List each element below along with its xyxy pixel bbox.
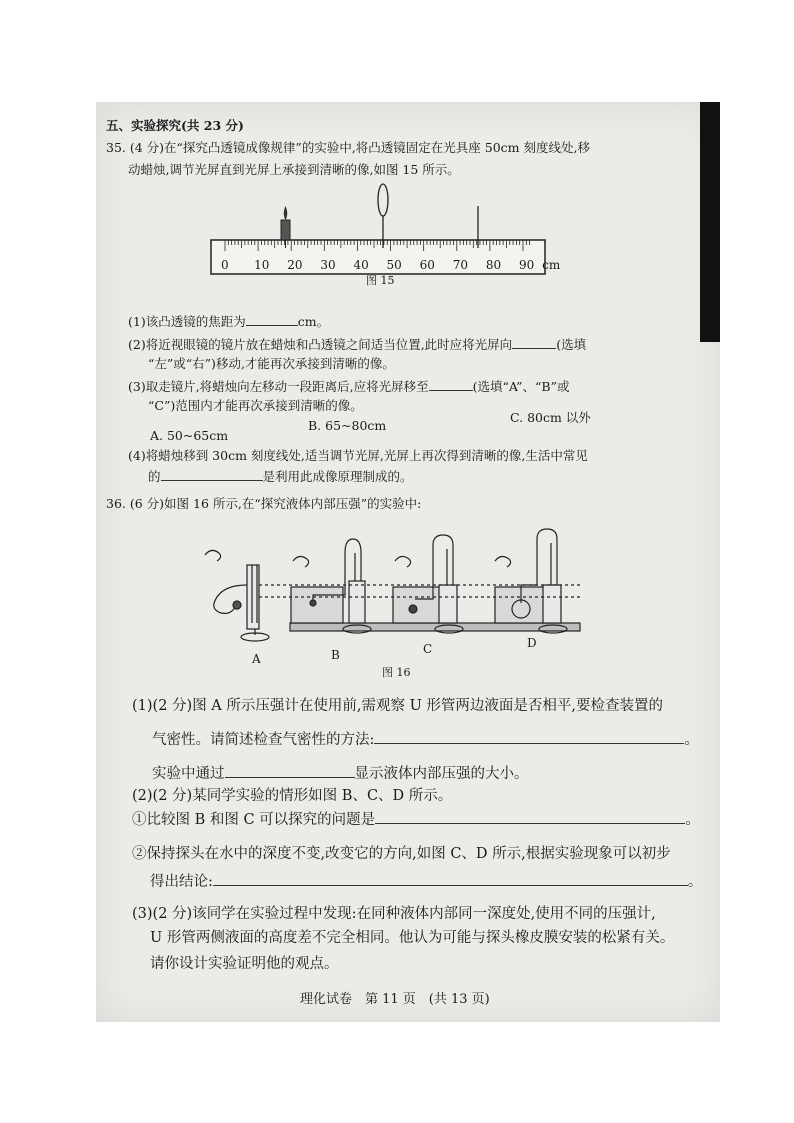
q36-p1-result: 显示液体内部压强的大小。 bbox=[354, 766, 529, 782]
label-b: B bbox=[331, 648, 340, 662]
light-screen bbox=[470, 178, 482, 248]
ruler-tick-label: 90 bbox=[519, 258, 535, 272]
q35-sub4-suffix: 是利用此成像原理制成的。 bbox=[262, 469, 413, 484]
q36-p2-3-period: 。 bbox=[687, 874, 703, 890]
q35-sub2-cont: “左”或“右”)移动,才能再次承接到清晰的像。 bbox=[148, 356, 395, 371]
q35-sub3 bbox=[128, 378, 569, 395]
q35-sub1-unit: cm。 bbox=[297, 314, 330, 329]
q36-p1-prompt: 气密性。请简述检查气密性的方法: bbox=[152, 732, 375, 748]
ruler-tick-label: 30 bbox=[320, 258, 336, 272]
q35-sub4-cont bbox=[148, 468, 413, 485]
label-c: C bbox=[423, 642, 433, 656]
q36-p2-1-text: ①比较图 B 和图 C 可以探究的问题是 bbox=[132, 812, 376, 828]
ruler-tick-label: 70 bbox=[452, 258, 469, 272]
q35-sub4-blank[interactable] bbox=[161, 468, 263, 481]
q35-sub2-blank[interactable] bbox=[512, 336, 556, 349]
q35-stem-line1: 35. (4 分)在“探究凸透镜成像规律”的实验中,将凸透镜固定在光具座 50cm 刻度线处,移 bbox=[106, 140, 590, 155]
label-d: D bbox=[527, 636, 537, 650]
q36-p2-1-blank[interactable] bbox=[375, 811, 685, 824]
ruler-tick-label: 80 bbox=[485, 258, 502, 272]
figure-16-pressure-gauges bbox=[195, 525, 590, 650]
q35-option-b[interactable]: B. 65~80cm bbox=[308, 418, 387, 433]
q36-p2-3-text: 得出结论: bbox=[150, 874, 213, 890]
q36-p1-via: 实验中通过 bbox=[152, 766, 225, 782]
figure-16-caption: 图 16 bbox=[382, 666, 411, 679]
q36-p2: (2)(2 分)某同学实验的情形如图 B、C、D 所示。 bbox=[132, 788, 453, 804]
q36-p2-2: ②保持探头在水中的深度不变,改变它的方向,如图 C、D 所示,根据实验现象可以初步 bbox=[132, 846, 671, 862]
ruler-tick-label: cm bbox=[542, 258, 561, 272]
ruler-tick-label: 10 bbox=[254, 258, 270, 272]
gauge-b bbox=[291, 539, 371, 633]
q36-p2-1 bbox=[132, 810, 700, 830]
q35-sub1-blank[interactable] bbox=[246, 313, 298, 326]
q35-sub3-blank[interactable] bbox=[429, 378, 473, 391]
ruler-tick-label: 60 bbox=[419, 258, 435, 272]
q35-sub3-cont: “C”)范围内才能再次承接到清晰的像。 bbox=[148, 398, 363, 413]
q36-p1: (1)(2 分)图 A 所示压强计在使用前,需观察 U 形管两边液面是否相平,要检查装置的 bbox=[132, 698, 664, 714]
q35-sub2 bbox=[128, 336, 586, 353]
q35-sub1 bbox=[128, 313, 329, 330]
q36-p2-3-blank[interactable] bbox=[213, 873, 688, 886]
q35-sub3-hint: (选填“A”、“B”或 bbox=[472, 379, 570, 394]
ruler-tick-label: 0 bbox=[221, 258, 229, 272]
q35-sub2-text: (2)将近视眼镜的镜片放在蜡烛和凸透镜之间适当位置,此时应将光屏向 bbox=[128, 337, 513, 352]
ruler-tick-label: 50 bbox=[386, 258, 402, 272]
q36-p1-line2 bbox=[152, 730, 699, 750]
ruler-tick-label: 20 bbox=[287, 258, 303, 272]
label-a: A bbox=[252, 652, 261, 666]
q36-p3: (3)(2 分)该同学在实验过程中发现:在同种液体内部同一深度处,使用不同的压强计, bbox=[132, 906, 656, 922]
figure-15-caption: 图 15 bbox=[366, 274, 395, 287]
q35-stem-line2: 动蜡烛,调节光屏直到光屏上承接到清晰的像,如图 15 所示。 bbox=[128, 162, 460, 177]
q36-p2-3 bbox=[150, 872, 702, 892]
convex-lens bbox=[378, 184, 388, 248]
q36-p3-line3: 请你设计实验证明他的观点。 bbox=[150, 956, 339, 972]
page-footer: 理化试卷 第 11 页 (共 13 页) bbox=[300, 992, 490, 1007]
q35-sub4: (4)将蜡烛移到 30cm 刻度线处,适当调节光屏,光屏上再次得到清晰的像,生活中常见 bbox=[128, 448, 588, 463]
q35-sub2-hint: (选填 bbox=[556, 337, 587, 352]
q36-p1-blank1[interactable] bbox=[374, 731, 684, 744]
q36-p1-line3 bbox=[152, 764, 529, 784]
gauge-d bbox=[495, 529, 567, 633]
q35-sub3-text: (3)取走镜片,将蜡烛向左移动一段距离后,应将光屏移至 bbox=[128, 379, 429, 394]
q35-option-c[interactable]: C. 80cm 以外 bbox=[510, 410, 591, 425]
q35-sub4-prefix: 的 bbox=[148, 469, 161, 484]
q36-p3-line2: U 形管两侧液面的高度差不完全相同。他认为可能与探头橡皮膜安装的松紧有关。 bbox=[150, 930, 675, 946]
gauge-a bbox=[205, 550, 269, 641]
gauge-c bbox=[393, 535, 463, 633]
q36-p1-blank2[interactable] bbox=[225, 765, 355, 778]
q35-sub1-text: (1)该凸透镜的焦距为 bbox=[128, 314, 246, 329]
q35-option-a[interactable]: A. 50~65cm bbox=[150, 428, 229, 443]
q36-p2-1-period: 。 bbox=[685, 812, 700, 828]
page-edge-shadow bbox=[700, 102, 720, 342]
ruler-tick-label: 40 bbox=[353, 258, 369, 272]
q36-p1-period: 。 bbox=[684, 732, 699, 748]
section-title: 五、实验探究(共 23 分) bbox=[106, 118, 244, 133]
q36-stem: 36. (6 分)如图 16 所示,在“探究液体内部压强”的实验中: bbox=[106, 496, 422, 511]
